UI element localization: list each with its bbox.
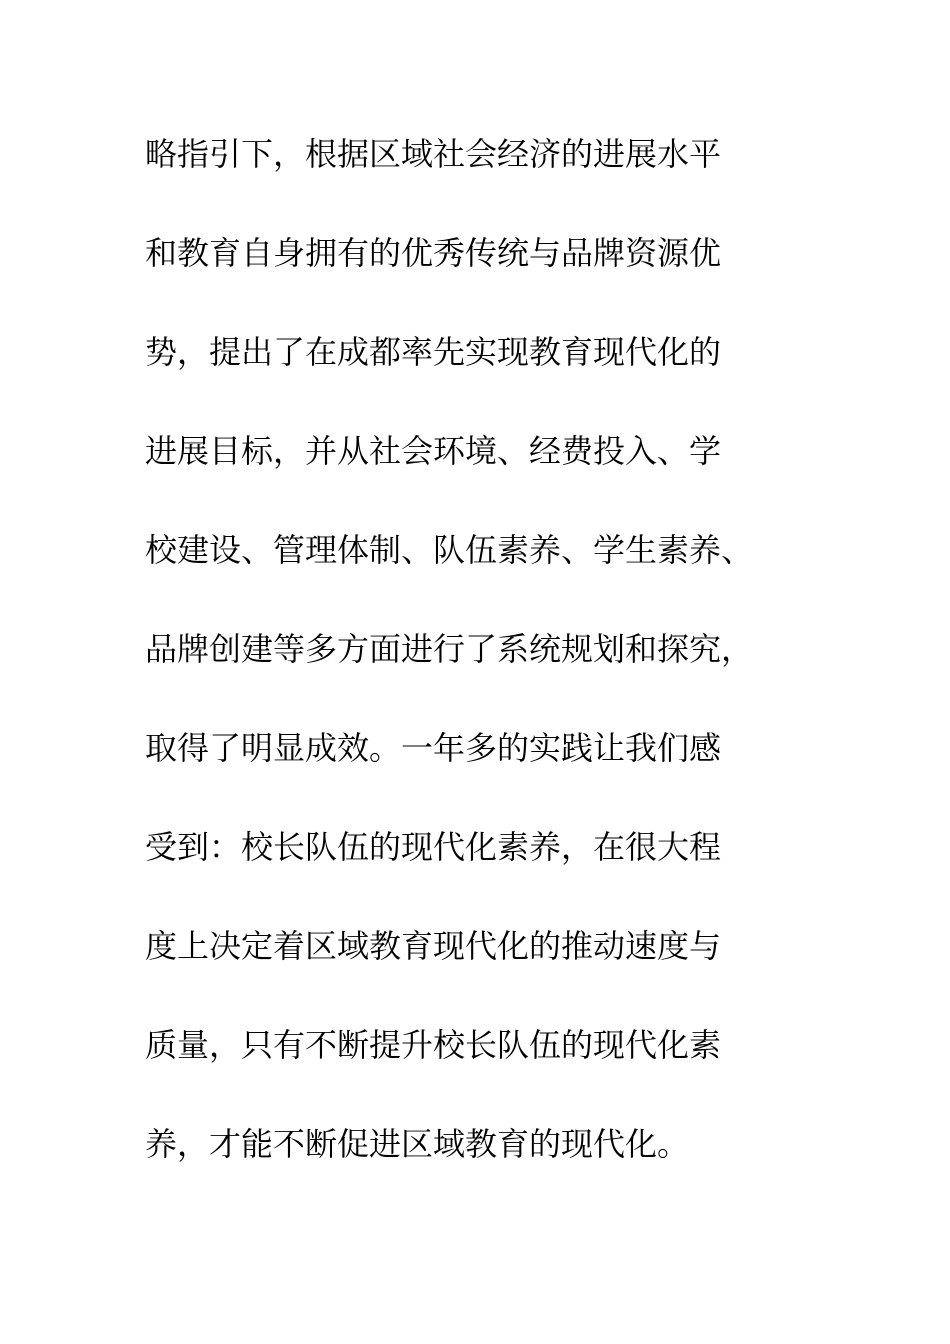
text-line-2: 和教育自身拥有的优秀传统与品牌资源优 <box>145 234 722 272</box>
text-line-4: 进展目标，并从社会环境、经费投入、学 <box>145 432 722 470</box>
text-line-6: 品牌创建等多方面进行了系统规划和探究， <box>145 630 754 668</box>
text-line-11: 养，才能不断促进区域教育的现代化。 <box>145 1125 690 1163</box>
text-line-5: 校建设、管理体制、队伍素养、学生素养、 <box>145 531 754 569</box>
text-line-7: 取得了明显成效。一年多的实践让我们感 <box>145 729 722 767</box>
text-line-3: 势，提出了在成都率先实现教育现代化的 <box>145 333 722 371</box>
body-paragraph <box>145 126 825 1215</box>
text-line-8: 受到：校长队伍的现代化素养，在很大程 <box>145 828 722 866</box>
text-line-9: 度上决定着区域教育现代化的推动速度与 <box>145 927 722 965</box>
text-line-10: 质量，只有不断提升校长队伍的现代化素 <box>145 1026 722 1064</box>
text-line-1: 略指引下，根据区域社会经济的进展水平 <box>145 135 722 173</box>
